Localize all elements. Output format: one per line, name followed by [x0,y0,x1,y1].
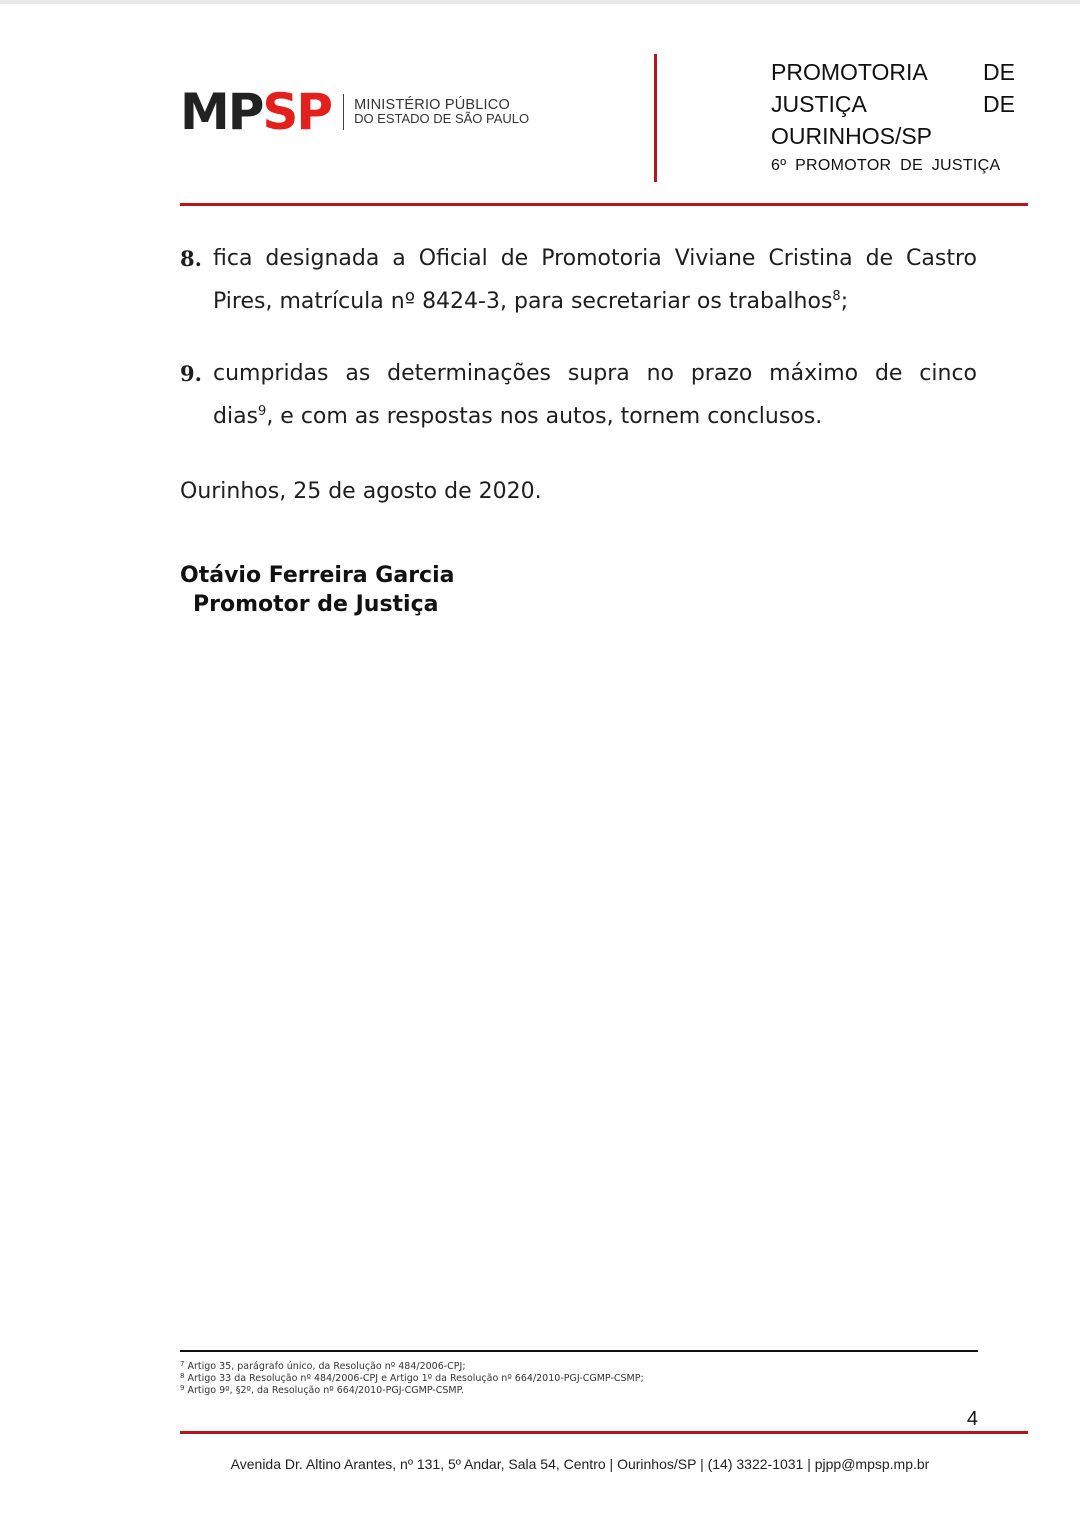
item-text-line-1: cumpridas as determinações supra no prazo máximo de cinco [213,361,977,386]
footnote [180,1373,970,1385]
footnote-number: 8 [180,1372,185,1380]
footer-address: Avenida Dr. Altino Arantes, nº 131, 5º Andar, Sala 54, Centro | Ourinhos/SP | (14) 3322-1031 | pjpp@mpsp.mp.br [230,1456,930,1472]
footnote-ref: 9 [258,404,267,419]
item-text-line-2-start: dias [213,404,259,429]
signature-role: Promotor de Justiça [193,592,439,617]
item-number: 8. [180,246,202,271]
logo-line-2: DO ESTADO DE SÃO PAULO [354,111,530,126]
header-divider [180,203,1028,206]
footnote-number: 7 [180,1360,185,1368]
office-line-4: 6º PROMOTOR DE JUSTIÇA [771,157,1001,174]
mpsp-logo [180,83,530,141]
date-line: Ourinhos, 25 de agosto de 2020. [180,479,542,504]
logo-sp-text: SP [262,83,332,141]
list-item [180,352,977,438]
signature-name: Otávio Ferreira Garcia [180,563,455,588]
footnote-number: 9 [180,1384,185,1392]
footnote-text: Artigo 33 da Resolução nº 484/2006-CPJ e Artigo 1º da Resolução nº 664/2010-PGJ-CGMP-CSMP; [187,1373,644,1384]
office-heading [771,56,1015,178]
footnote-ref: 8 [832,289,841,304]
item-text-line-2 [213,280,977,323]
office-line-1: PROMOTORIA DE [771,59,1015,85]
logo-mp-text: MP [180,83,263,141]
list-item [180,237,977,323]
page-number: 4 [966,1408,978,1430]
item-text [180,352,977,438]
footnote-divider [180,1350,978,1352]
footnote-text: Artigo 35, parágrafo único, da Resolução nº 484/2006-CPJ; [187,1361,466,1372]
logo-institution-name [354,99,529,125]
office-line-3: OURINHOS/SP [771,123,933,149]
top-edge-strip [0,0,1080,4]
footnote [180,1385,970,1397]
footer-divider [180,1431,1028,1434]
item-text-line-2-end: , e com as respostas nos autos, tornem conclusos. [266,404,823,429]
item-text-tail: ; [840,289,849,314]
office-line-2: JUSTIÇA DE [771,91,1015,117]
item-text-line-1: fica designada a Oficial de Promotoria Viviane Cristina de Castro [213,246,977,271]
item-text-line-2 [213,395,977,438]
footnote-text: Artigo 9º, §2º, da Resolução nº 664/2010-PGJ-CGMP-CSMP. [187,1385,464,1396]
logo-line-1: MINISTÉRIO PÚBLICO [354,97,510,113]
item-text [180,237,977,323]
footnote [180,1361,970,1373]
item-number: 9. [180,361,202,386]
logo-divider [343,94,344,130]
item-text-line-2-body: Pires, matrícula nº 8424-3, para secretariar os trabalhos [213,289,833,314]
footnotes [180,1361,970,1397]
header-vertical-divider [654,54,657,182]
